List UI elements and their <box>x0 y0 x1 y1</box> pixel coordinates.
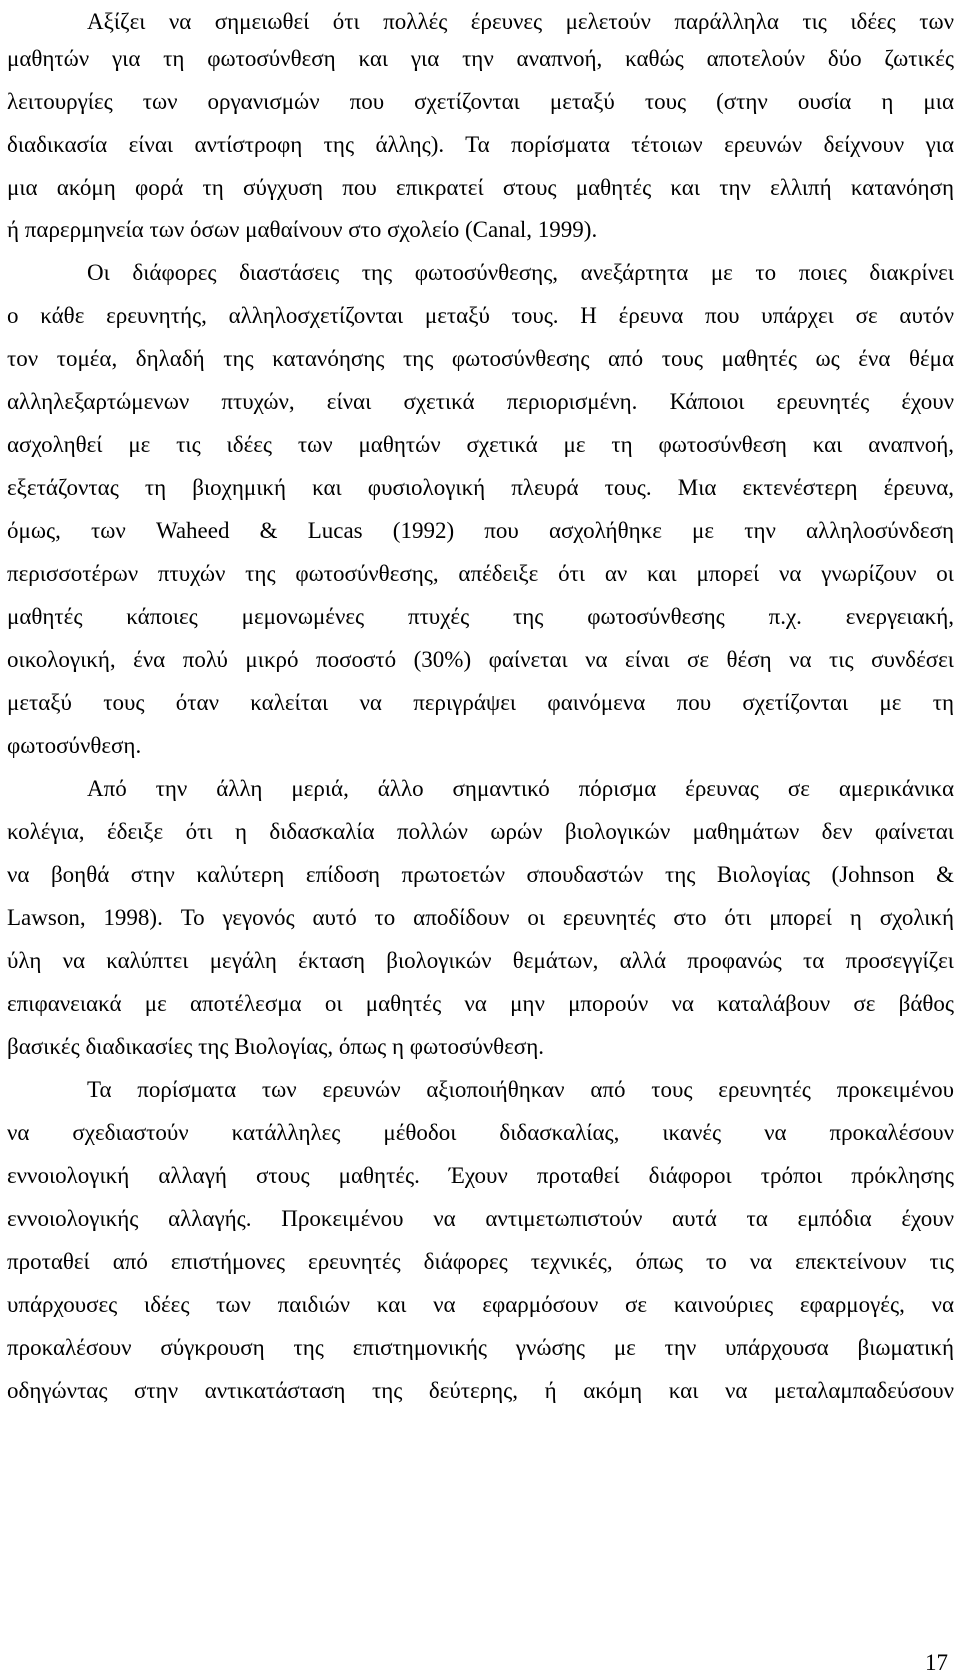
text-line: Lawson, 1998). Το γεγονός αυτό το αποδίδουν οι ερευνητές στο ότι μπορεί η σχολική <box>7 905 954 930</box>
text-line: εννοιολογικής αλλαγής. Προκειμένου να αντιμετωπιστούν αυτά τα εμπόδια έχουν <box>7 1206 954 1231</box>
page-number: 17 <box>925 1650 948 1675</box>
text-line: οδηγώντας στην αντικατάσταση της δεύτερης, ή ακόμη και να μεταλαμπαδεύσουν <box>7 1378 954 1403</box>
text-line: Τα πορίσματα των ερευνών αξιοποιήθηκαν από τους ερευνητές προκειμένου <box>87 1077 954 1102</box>
text-line: προταθεί από επιστήμονες ερευνητές διάφορες τεχνικές, όπως το να επεκτείνουν τις <box>7 1249 954 1274</box>
text-line: μαθητών για τη φωτοσύνθεση και για την αναπνοή, καθώς αποτελούν δύο ζωτικές <box>7 46 954 71</box>
text-line: να βοηθά στην καλύτερη επίδοση πρωτοετών σπουδαστών της Βιολογίας (Johnson & <box>7 862 954 887</box>
text-line: επιφανειακά με αποτέλεσμα οι μαθητές να μην μπορούν να καταλάβουν σε βάθος <box>7 991 954 1016</box>
text-line: μια ακόμη φορά τη σύγχυση που επικρατεί στους μαθητές και την ελλιπή κατανόηση <box>7 175 954 200</box>
text-line: ο κάθε ερευνητής, αλληλοσχετίζονται μεταξύ τους. Η έρευνα που υπάρχει σε αυτόν <box>7 303 954 328</box>
text-line: ύλη να καλύπτει μεγάλη έκταση βιολογικών θεμάτων, αλλά προφανώς τα προσεγγίζει <box>7 948 954 973</box>
text-line: Οι διάφορες διαστάσεις της φωτοσύνθεσης, ανεξάρτητα με το ποιες διακρίνει <box>87 260 954 285</box>
text-line: ασχοληθεί με τις ιδέες των μαθητών σχετικά με τη φωτοσύνθεση και αναπνοή, <box>7 432 954 457</box>
text-line: όμως, των Waheed & Lucas (1992) που ασχολήθηκε με την αλληλοσύνδεση <box>7 518 954 543</box>
text-line: Από την άλλη μεριά, άλλο σημαντικό πόρισμα έρευνας σε αμερικάνικα <box>87 776 954 801</box>
text-line: μαθητές κάποιες μεμονωμένες πτυχές της φωτοσύνθεσης π.χ. ενεργειακή, <box>7 604 954 629</box>
text-line: κολέγια, έδειξε ότι η διδασκαλία πολλών ωρών βιολογικών μαθημάτων δεν φαίνεται <box>7 819 954 844</box>
text-line: βασικές διαδικασίες της Βιολογίας, όπως η φωτοσύνθεση. <box>7 1034 544 1059</box>
text-line: οικολογική, ένα πολύ μικρό ποσοστό (30%) φαίνεται να είναι σε θέση να τις συνδέσει <box>7 647 954 672</box>
text-line: περισσοτέρων πτυχών της φωτοσύνθεσης, απέδειξε ότι αν και μπορεί να γνωρίζουν οι <box>7 561 954 586</box>
text-line: εξετάζοντας τη βιοχημική και φυσιολογική πλευρά τους. Μια εκτενέστερη έρευνα, <box>7 475 954 500</box>
text-line: προκαλέσουν σύγκρουση της επιστημονικής γνώσης με την υπάρχουσα βιωματική <box>7 1335 954 1360</box>
text-line: διαδικασία είναι αντίστροφη της άλλης). Τα πορίσματα τέτοιων ερευνών δείχνουν για <box>7 132 954 157</box>
text-line: ή παρερμηνεία των όσων μαθαίνουν στο σχολείο (Canal, 1999). <box>7 217 598 242</box>
text-line: μεταξύ τους όταν καλείται να περιγράψει φαινόμενα που σχετίζονται με τη <box>7 690 954 715</box>
text-line: να σχεδιαστούν κατάλληλες μέθοδοι διδασκαλίας, ικανές να προκαλέσουν <box>7 1120 954 1145</box>
text-line: τον τομέα, δηλαδή της κατανόησης της φωτοσύνθεσης από τους μαθητές ως ένα θέμα <box>7 346 954 371</box>
text-line: υπάρχουσες ιδέες των παιδιών και να εφαρμόσουν σε καινούριες εφαρμογές, να <box>7 1292 954 1317</box>
text-line: αλληλεξαρτώμενων πτυχών, είναι σχετικά περιορισμένη. Κάποιοι ερευνητές έχουν <box>7 389 954 414</box>
text-line: λειτουργίες των οργανισμών που σχετίζονται μεταξύ τους (στην ουσία η μια <box>7 89 954 114</box>
text-line: εννοιολογική αλλαγή στους μαθητές. Έχουν προταθεί διάφοροι τρόποι πρόκλησης <box>7 1163 954 1188</box>
text-line: Αξίζει να σημειωθεί ότι πολλές έρευνες μελετούν παράλληλα τις ιδέες των <box>87 9 954 34</box>
text-line: φωτοσύνθεση. <box>7 733 142 758</box>
